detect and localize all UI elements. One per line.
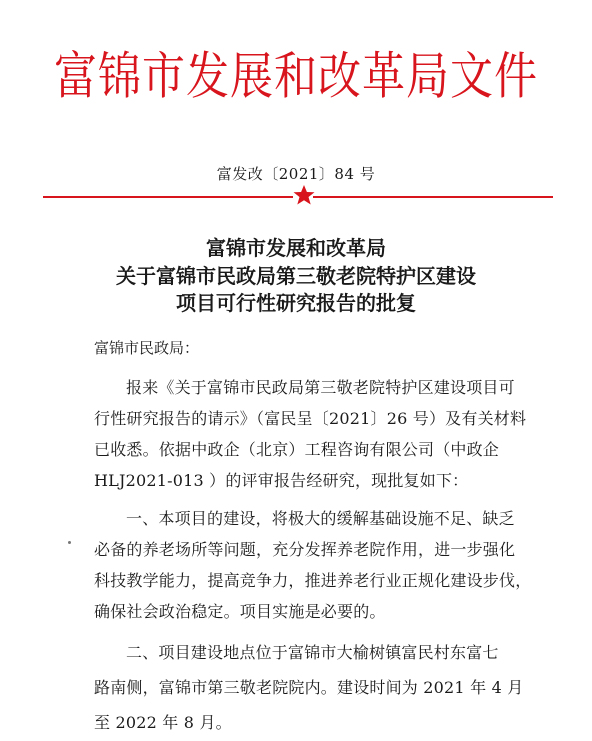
body-line: 已收悉。依据中政企（北京）工程咨询有限公司（中政企 — [94, 440, 500, 459]
document-number: 富发改〔2021〕84 号 — [216, 165, 376, 183]
body-line: 确保社会政治稳定。项目实施是必要的。 — [94, 602, 386, 621]
body-line: 报来《关于富锦市民政局第三敬老院特护区建设项目可 — [126, 378, 515, 397]
red-rule-left — [43, 196, 293, 198]
body-line: 行性研究报告的请示》（富民呈〔2021〕26 号）及有关材料 — [94, 409, 527, 428]
red-star-icon — [292, 183, 316, 207]
reply-title-line-3: 项目可行性研究报告的批复 — [176, 291, 416, 315]
document-header-title: 富锦市发展和改革局文件 — [54, 47, 538, 107]
body-line: HLJ2021-013 ）的评审报告经研究，现批复如下： — [94, 471, 469, 490]
body-line: 至 2022 年 8 月。 — [94, 713, 232, 732]
scan-speck — [68, 541, 71, 544]
body-line: 科技教学能力，提高竞争力，推进养老行业正规化建设步伐， — [94, 571, 532, 590]
body-line: 路南侧，富锦市第三敬老院院内。建设时间为 2021 年 4 月 — [94, 678, 524, 697]
body-line: 一、本项目的建设，将极大的缓解基础设施不足、缺乏 — [126, 509, 515, 528]
reply-title-line-1: 富锦市发展和改革局 — [206, 236, 386, 260]
body-line: 二、项目建设地点位于富锦市大榆树镇富民村东富七 — [126, 643, 499, 662]
salutation: 富锦市民政局： — [94, 339, 200, 357]
red-rule-right — [313, 196, 553, 198]
reply-title-line-2: 关于富锦市民政局第三敬老院特护区建设 — [116, 264, 476, 288]
body-line: 必备的养老场所等问题，充分发挥养老院作用，进一步强化 — [94, 540, 516, 559]
